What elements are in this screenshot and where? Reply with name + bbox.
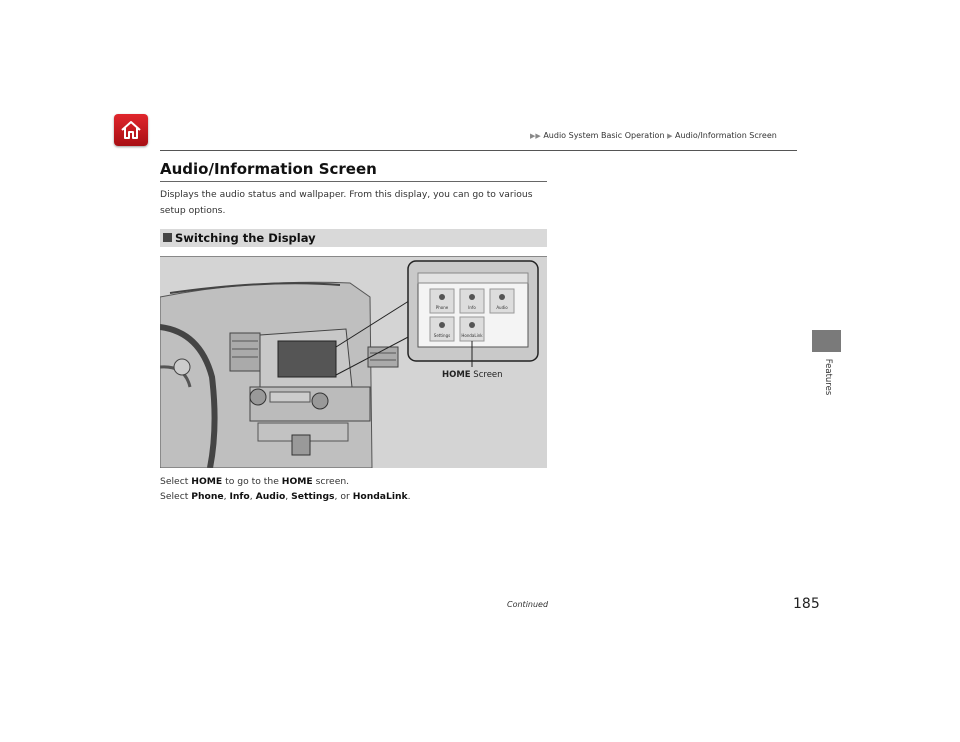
home-term: HOME <box>281 476 313 487</box>
features-label[interactable]: Features <box>823 358 833 396</box>
breadcrumb-arrow-icon: ▶▶ <box>530 132 541 140</box>
square-bullet-icon <box>163 233 172 242</box>
section-title: Switching the Display <box>175 231 316 245</box>
dashboard-illustration <box>160 256 547 468</box>
screen-icon-label: Audio <box>496 305 508 310</box>
screen-icon-label: Info <box>468 305 476 310</box>
page-title: Audio/Information Screen <box>160 160 377 178</box>
section-header <box>160 229 547 247</box>
screen-icon-label: Phone <box>435 305 449 310</box>
text-span: . <box>407 491 411 502</box>
text-span: Select <box>160 476 192 487</box>
intro-text <box>160 187 540 219</box>
hondalink-term: HondaLink <box>352 491 408 502</box>
instructions <box>160 474 411 504</box>
text-span: to go to the <box>222 476 282 487</box>
instruction-line-2 <box>160 489 411 504</box>
text-span: , <box>285 491 292 502</box>
header-divider <box>160 150 797 151</box>
text-span: , <box>249 491 256 502</box>
text-span: , or <box>334 491 353 502</box>
audio-term: Audio <box>255 491 286 502</box>
home-button[interactable] <box>114 114 148 146</box>
breadcrumb-arrow-icon: ▶ <box>667 132 673 140</box>
screen-icon-label: Settings <box>433 333 451 338</box>
home-icon <box>119 118 143 142</box>
page-number: 185 <box>793 596 820 612</box>
intro-line-2: setup options. <box>160 205 226 216</box>
figure-caption <box>442 370 503 380</box>
breadcrumb-link-audio-basic[interactable]: Audio System Basic Operation <box>543 131 665 140</box>
caption-bold: HOME <box>442 370 471 380</box>
info-term: Info <box>229 491 250 502</box>
intro-line-1: Displays the audio status and wallpaper. From this display, you can go to various <box>160 189 533 200</box>
breadcrumb-current: Audio/Information Screen <box>675 131 777 140</box>
text-span: , <box>223 491 230 502</box>
screen-icon-label: HondaLink <box>461 333 483 338</box>
caption-rest: Screen <box>470 370 503 380</box>
home-term: HOME <box>191 476 223 487</box>
text-span: Select <box>160 491 192 502</box>
text-span: screen. <box>312 476 350 487</box>
phone-term: Phone <box>191 491 224 502</box>
title-divider <box>160 181 547 182</box>
continued-label: Continued <box>507 600 549 609</box>
breadcrumb <box>530 131 777 140</box>
features-tab[interactable] <box>812 330 841 352</box>
instruction-line-1 <box>160 474 411 489</box>
settings-term: Settings <box>291 491 335 502</box>
